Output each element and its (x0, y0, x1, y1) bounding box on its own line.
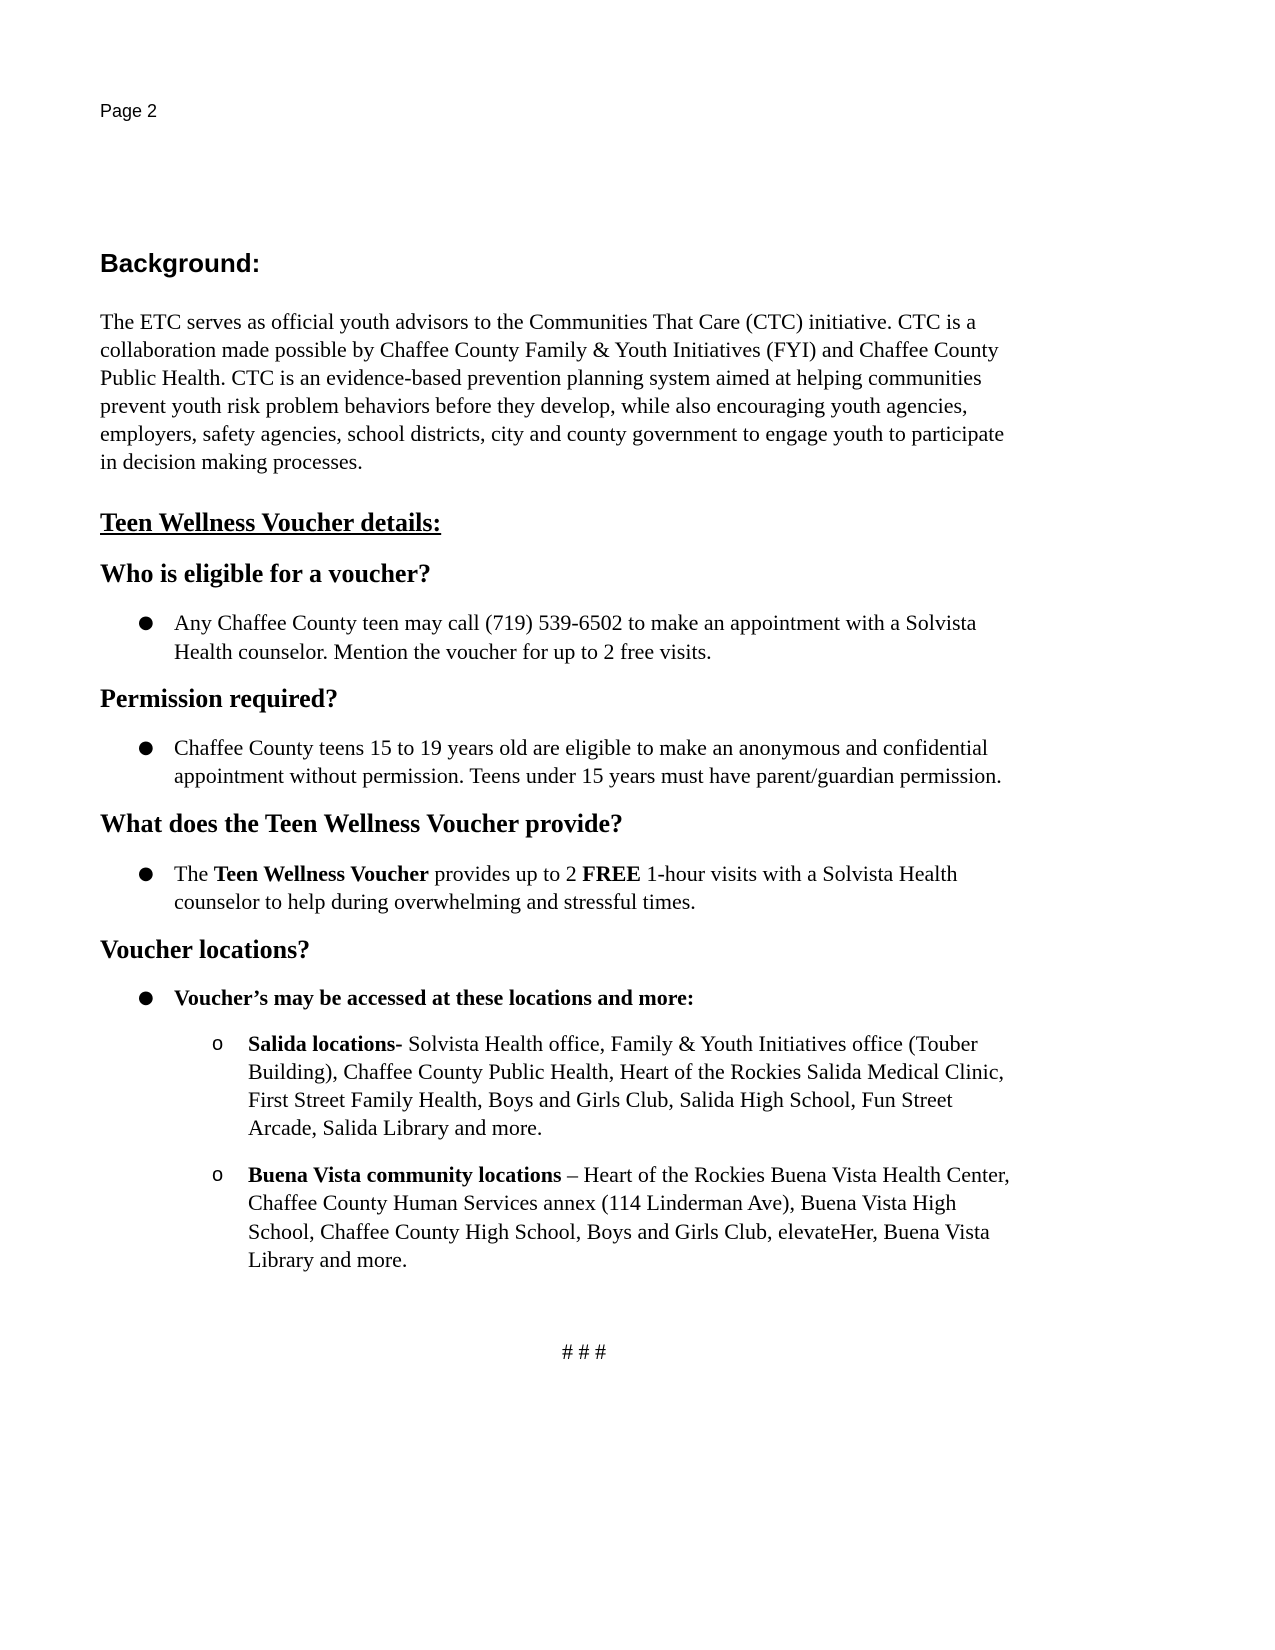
text: Solvista Health office, Family & Youth Initiatives office (Touber (402, 1031, 978, 1056)
provide-line (174, 860, 957, 888)
bullet-icon: ● (138, 737, 154, 758)
buena-vista-line: School, Chaffee County High School, Boys and Girls Club, elevateHer, Buena Vista (248, 1219, 990, 1244)
circle-bullet-icon: o (212, 1033, 224, 1055)
background-heading: Background: (100, 248, 261, 278)
text: – Heart of the Rockies Buena Vista Health Center, (561, 1162, 1010, 1187)
paragraph-line: The ETC serves as official youth advisors to the Communities That Care (CTC) initiative. CTC is a (100, 309, 976, 334)
salida-line (248, 1030, 978, 1058)
circle-bullet-icon: o (212, 1164, 224, 1186)
provide-line: counselor to help during overwhelming and stressful times. (174, 889, 696, 914)
paragraph-line: employers, safety agencies, school districts, city and county government to engage youth to participate (100, 421, 1005, 446)
voucher-name: Teen Wellness Voucher (213, 861, 429, 886)
eligible-line: Health counselor. Mention the voucher for up to 2 free visits. (174, 639, 712, 664)
buena-vista-line (248, 1161, 1010, 1189)
bullet-icon: ● (138, 612, 154, 633)
permission-line: appointment without permission. Teens under 15 years must have parent/guardian permission. (174, 763, 1002, 788)
buena-vista-label: Buena Vista community locations (248, 1162, 562, 1187)
paragraph-line: collaboration made possible by Chaffee County Family & Youth Initiatives (FYI) and Chaffee County (100, 337, 999, 362)
eligible-line: Any Chaffee County teen may call (719) 539-6502 to make an appointment with a Solvista (174, 610, 977, 635)
free-label: FREE (582, 861, 641, 886)
permission-line: Chaffee County teens 15 to 19 years old are eligible to make an anonymous and confidential (174, 735, 988, 760)
salida-label: Salida locations- (248, 1031, 403, 1056)
provide-heading: What does the Teen Wellness Voucher provide? (100, 809, 623, 838)
eligible-heading: Who is eligible for a voucher? (100, 559, 432, 588)
paragraph-line: Public Health. CTC is an evidence-based prevention planning system aimed at helping communities (100, 365, 982, 390)
details-heading: Teen Wellness Voucher details: (100, 508, 442, 537)
paragraph-line: prevent youth risk problem behaviors before they develop, while also encouraging youth agencies, (100, 393, 968, 418)
text: provides up to 2 (428, 861, 583, 886)
text: The (174, 861, 214, 886)
buena-vista-line: Chaffee County Human Services annex (114 Linderman Ave), Buena Vista High (248, 1190, 957, 1215)
buena-vista-line: Library and more. (248, 1247, 408, 1272)
permission-heading: Permission required? (100, 684, 339, 713)
locations-intro: Voucher’s may be accessed at these locations and more: (174, 985, 695, 1010)
salida-line: Arcade, Salida Library and more. (248, 1115, 543, 1140)
salida-line: First Street Family Health, Boys and Girls Club, Salida High School, Fun Street (248, 1087, 953, 1112)
bullet-icon: ● (138, 863, 154, 884)
text: 1-hour visits with a Solvista Health (640, 861, 958, 886)
salida-line: Building), Chaffee County Public Health, Heart of the Rockies Salida Medical Clinic, (248, 1059, 1004, 1084)
page-number: Page 2 (100, 101, 158, 121)
bullet-icon: ● (138, 987, 154, 1008)
paragraph-line: in decision making processes. (100, 449, 363, 474)
locations-heading: Voucher locations? (100, 935, 311, 964)
end-mark: # # # (562, 1339, 606, 1364)
